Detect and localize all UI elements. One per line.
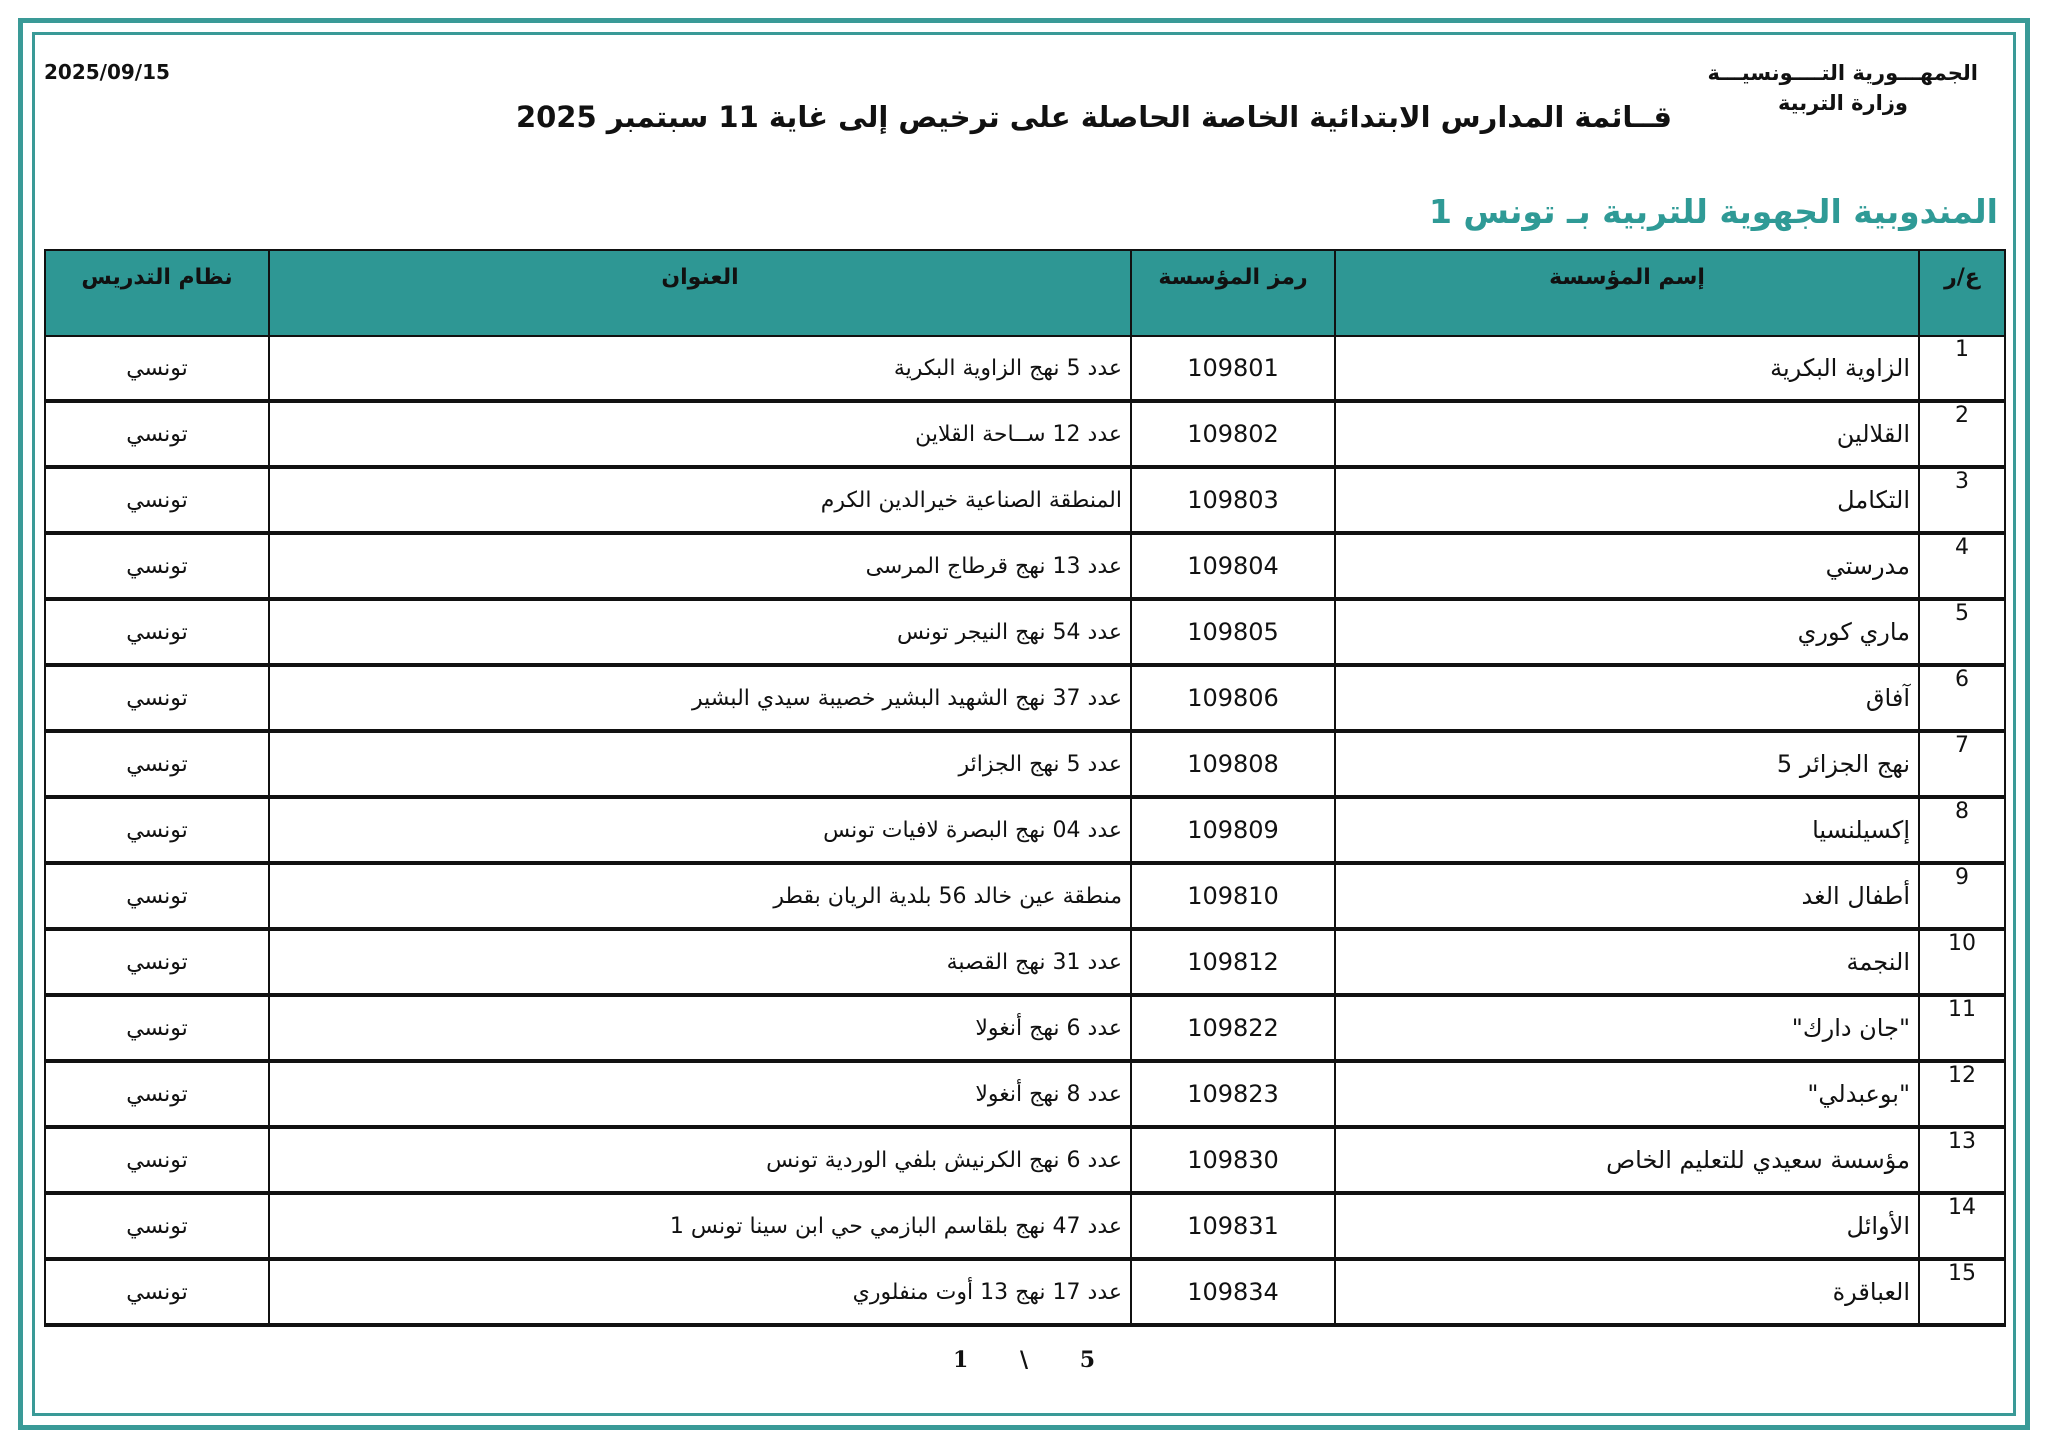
row-number: 7 [1919, 731, 2005, 797]
page-number [0, 1347, 2048, 1373]
table-row [45, 1193, 2005, 1259]
school-name: الأوائل [1335, 1193, 1919, 1259]
teaching-system: تونسي [45, 995, 269, 1061]
row-number: 11 [1919, 995, 2005, 1061]
table-row [45, 929, 2005, 995]
school-address: منطقة عين خالد 56 بلدية الريان بقطر [269, 863, 1131, 929]
table-body [45, 336, 2005, 1325]
page-title [0, 100, 2048, 134]
teaching-system: تونسي [45, 599, 269, 665]
table-row [45, 336, 2005, 401]
header-address: العنوان [269, 250, 1131, 336]
school-name: "بوعبدلي" [1335, 1061, 1919, 1127]
teaching-system: تونسي [45, 401, 269, 467]
school-address: عدد 37 نهج الشهيد البشير خصيبة سيدي البشير [269, 665, 1131, 731]
teaching-system: تونسي [45, 863, 269, 929]
school-name: نهج الجزائر 5 [1335, 731, 1919, 797]
school-code: 109822 [1131, 995, 1335, 1061]
table-row [45, 401, 2005, 467]
school-code: 109802 [1131, 401, 1335, 467]
row-number: 15 [1919, 1259, 2005, 1325]
row-number: 3 [1919, 467, 2005, 533]
school-code: 109812 [1131, 929, 1335, 995]
row-number: 8 [1919, 797, 2005, 863]
school-name: "جان دارك" [1335, 995, 1919, 1061]
school-name: مدرستي [1335, 533, 1919, 599]
school-code: 109809 [1131, 797, 1335, 863]
school-code: 109831 [1131, 1193, 1335, 1259]
school-address: عدد 12 ســاحة القلاين [269, 401, 1131, 467]
school-address: المنطقة الصناعية خيرالدين الكرم [269, 467, 1131, 533]
school-name: العباقرة [1335, 1259, 1919, 1325]
teaching-system: تونسي [45, 1061, 269, 1127]
row-number: 1 [1919, 336, 2005, 401]
page-current: 1 [952, 1347, 969, 1373]
school-code: 109808 [1131, 731, 1335, 797]
teaching-system: تونسي [45, 1127, 269, 1193]
school-name: مؤسسة سعيدي للتعليم الخاص [1335, 1127, 1919, 1193]
teaching-system: تونسي [45, 665, 269, 731]
table-row [45, 797, 2005, 863]
row-number: 9 [1919, 863, 2005, 929]
school-address: عدد 5 نهج الجزائر [269, 731, 1131, 797]
teaching-system: تونسي [45, 731, 269, 797]
school-name: التكامل [1335, 467, 1919, 533]
table-row [45, 863, 2005, 929]
school-name: آفاق [1335, 665, 1919, 731]
document-date: 2025/09/15 [44, 60, 170, 84]
republic-label: الجمهـــورية التــــونسيـــة [1707, 61, 1978, 85]
table-row [45, 731, 2005, 797]
school-name: ماري كوري [1335, 599, 1919, 665]
teaching-system: تونسي [45, 467, 269, 533]
table-row [45, 1061, 2005, 1127]
school-address: عدد 54 نهج النيجر تونس [269, 599, 1131, 665]
teaching-system: تونسي [45, 1259, 269, 1325]
school-address: عدد 8 نهج أنغولا [269, 1061, 1131, 1127]
table-header-row [45, 250, 2005, 336]
header-system: نظام التدريس [45, 250, 269, 336]
table-row [45, 1259, 2005, 1325]
school-address: عدد 04 نهج البصرة لافيات تونس [269, 797, 1131, 863]
row-number: 4 [1919, 533, 2005, 599]
school-code: 109830 [1131, 1127, 1335, 1193]
row-number: 6 [1919, 665, 2005, 731]
table-row [45, 1127, 2005, 1193]
school-name: النجمة [1335, 929, 1919, 995]
school-address: عدد 5 نهج الزاوية البكرية [269, 336, 1131, 401]
row-number: 2 [1919, 401, 2005, 467]
table-row [45, 467, 2005, 533]
row-number: 5 [1919, 599, 2005, 665]
page-separator: \ [1019, 1347, 1029, 1373]
teaching-system: تونسي [45, 336, 269, 401]
table-row [45, 665, 2005, 731]
school-code: 109823 [1131, 1061, 1335, 1127]
header-code: رمز المؤسسة [1131, 250, 1335, 336]
school-code: 109834 [1131, 1259, 1335, 1325]
table-row [45, 599, 2005, 665]
region-heading: المندوبية الجهوية للتربية بـ تونس 1 [1428, 192, 1998, 231]
row-number: 10 [1919, 929, 2005, 995]
school-code: 109804 [1131, 533, 1335, 599]
table-row [45, 995, 2005, 1061]
school-name: الزاوية البكرية [1335, 336, 1919, 401]
school-code: 109801 [1131, 336, 1335, 401]
header-name: إسم المؤسسة [1335, 250, 1919, 336]
row-number: 14 [1919, 1193, 2005, 1259]
teaching-system: تونسي [45, 929, 269, 995]
school-code: 109805 [1131, 599, 1335, 665]
school-code: 109803 [1131, 467, 1335, 533]
teaching-system: تونسي [45, 1193, 269, 1259]
school-code: 109806 [1131, 665, 1335, 731]
header-num: ع/ر [1919, 250, 2005, 336]
school-address: عدد 6 نهج الكرنيش بلفي الوردية تونس [269, 1127, 1131, 1193]
schools-table [44, 249, 2006, 1327]
teaching-system: تونسي [45, 797, 269, 863]
school-address: عدد 47 نهج بلقاسم البازمي حي ابن سينا تونس 1 [269, 1193, 1131, 1259]
ministry-label: وزارة التربية [1777, 91, 1908, 115]
row-number: 13 [1919, 1127, 2005, 1193]
teaching-system: تونسي [45, 533, 269, 599]
row-number: 12 [1919, 1061, 2005, 1127]
school-address: عدد 13 نهج قرطاج المرسى [269, 533, 1131, 599]
school-address: عدد 31 نهج القصبة [269, 929, 1131, 995]
school-name: أطفال الغد [1335, 863, 1919, 929]
table-row [45, 533, 2005, 599]
school-code: 109810 [1131, 863, 1335, 929]
school-address: عدد 6 نهج أنغولا [269, 995, 1131, 1061]
school-name: القلالين [1335, 401, 1919, 467]
school-name: إكسيلنسيا [1335, 797, 1919, 863]
page-total: 5 [1079, 1347, 1095, 1373]
school-address: عدد 17 نهج 13 أوت منفلوري [269, 1259, 1131, 1325]
page-title-text: قــائمة المدارس الابتدائية الخاصة الحاصلة على ترخيص إلى غاية 11 سبتمبر 2025 [515, 100, 1673, 134]
